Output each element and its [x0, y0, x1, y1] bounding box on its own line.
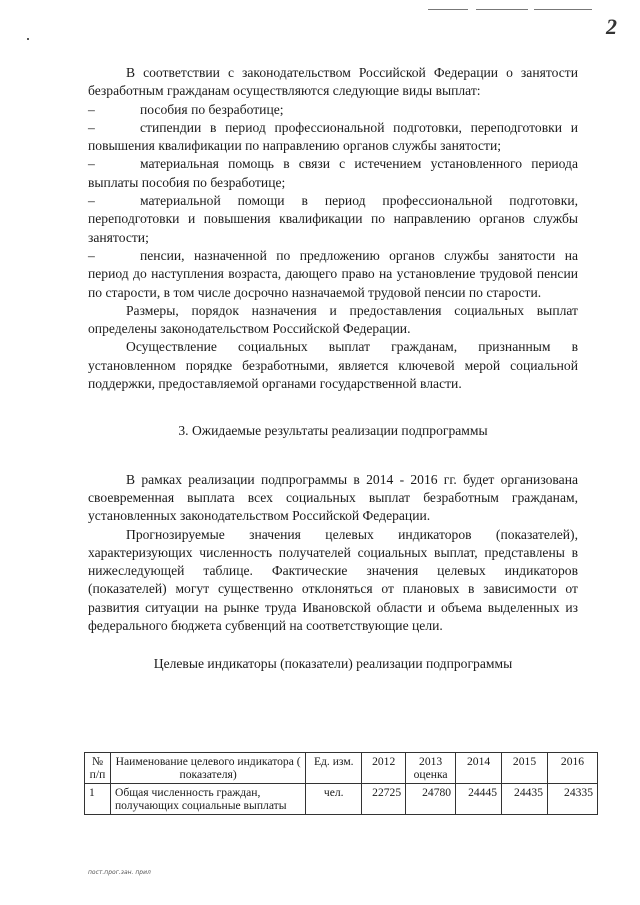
list-item — [88, 192, 578, 247]
list-item-text: пособия по безработице; — [140, 101, 284, 117]
list-item-text: пенсии, назначенной по предложению органов службы занятости на период до наступления возраста, дающего право на установление трудовой пенсии по старости, в том числе досрочно назначаемой трудовой пенсии по старости. — [88, 247, 578, 300]
column-header: 2015 — [502, 753, 548, 784]
dash-marker: – — [88, 156, 95, 172]
list-item — [88, 101, 578, 119]
dash-marker: – — [88, 193, 95, 209]
indicators-table — [84, 752, 598, 815]
dash-marker: – — [88, 101, 95, 117]
column-header: 2012 — [362, 753, 406, 784]
payment-sizes-paragraph: Размеры, порядок назначения и предоставления социальных выплат определены законодательством Российской Федерации. — [88, 302, 578, 337]
table-cell: чел. — [306, 784, 362, 815]
table-cell: 24435 — [502, 784, 548, 815]
column-header: 2014 — [456, 753, 502, 784]
column-header: № п/п — [85, 753, 111, 784]
page-number: 2 — [606, 14, 617, 39]
scan-mark — [27, 38, 29, 40]
column-header: 2013 оценка — [406, 753, 456, 784]
footer-filename: пост.прог.зан. прил — [88, 869, 151, 876]
header-rule — [428, 9, 468, 10]
dash-marker: – — [88, 247, 95, 263]
column-header: Наименование целевого индикатора ( показателя) — [110, 753, 305, 784]
key-measure-paragraph: Осуществление социальных выплат гражданам, признанным в установленном порядке безработными, является ключевой мерой социальной поддержки, предоставляемой органами государственной власти. — [88, 339, 578, 392]
list-item — [88, 119, 578, 156]
list-item — [88, 247, 578, 302]
header-rule — [534, 9, 592, 10]
list-item-text: материальной помощи в период профессиональной подготовки, переподготовки и повышения квалификации по направлению органов службы занятости; — [88, 193, 578, 245]
list-item-text: стипендии в период профессиональной подготовки, переподготовки и повышения квалификации по направлению органов службы занятости; — [88, 119, 578, 154]
list-item — [88, 155, 578, 192]
table-cell: 24780 — [406, 784, 456, 815]
header-rule — [476, 9, 528, 10]
table-row — [85, 784, 598, 815]
table-cell: 22725 — [362, 784, 406, 815]
table-title: Целевые индикаторы (показатели) реализации подпрограммы — [153, 656, 513, 672]
intro-paragraph: В соответствии с законодательством Российской Федерации о занятости безработным гражданам осуществляются следующие виды выплат: — [88, 65, 578, 99]
column-header: 2016 — [548, 753, 598, 784]
table-header-row — [85, 753, 598, 784]
document-body — [88, 64, 578, 686]
section-paragraph: Прогнозируемые значения целевых индикаторов (показателей), характеризующих численность получателей социальных выплат, представлены в нижеследующей таблице. Фактические значения целевых индикаторов (показателей) могут существенно отклоняться от плановых в зависимости от развития ситуации на рынке труда Ивановской области и объема выделенных из федерального бюджета субвенций на соответствующие цели. — [88, 526, 578, 634]
section-paragraph: В рамках реализации подпрограммы в 2014 - 2016 гг. будет организована своевременная выплата всех социальных выплат безработным гражданам, установленных законодательством Российской Федерации. — [88, 471, 578, 524]
table-cell: 24445 — [456, 784, 502, 815]
section-heading: 3. Ожидаемые результаты реализации подпрограммы — [178, 423, 488, 439]
table-cell: 24335 — [548, 784, 598, 815]
column-header: Ед. изм. — [306, 753, 362, 784]
table-cell: Общая численность граждан, получающих социальные выплаты — [110, 784, 305, 815]
dash-marker: – — [88, 119, 95, 135]
table-cell: 1 — [85, 784, 111, 815]
list-item-text: материальная помощь в связи с истечением установленного периода выплаты пособия по безработице; — [88, 156, 578, 190]
